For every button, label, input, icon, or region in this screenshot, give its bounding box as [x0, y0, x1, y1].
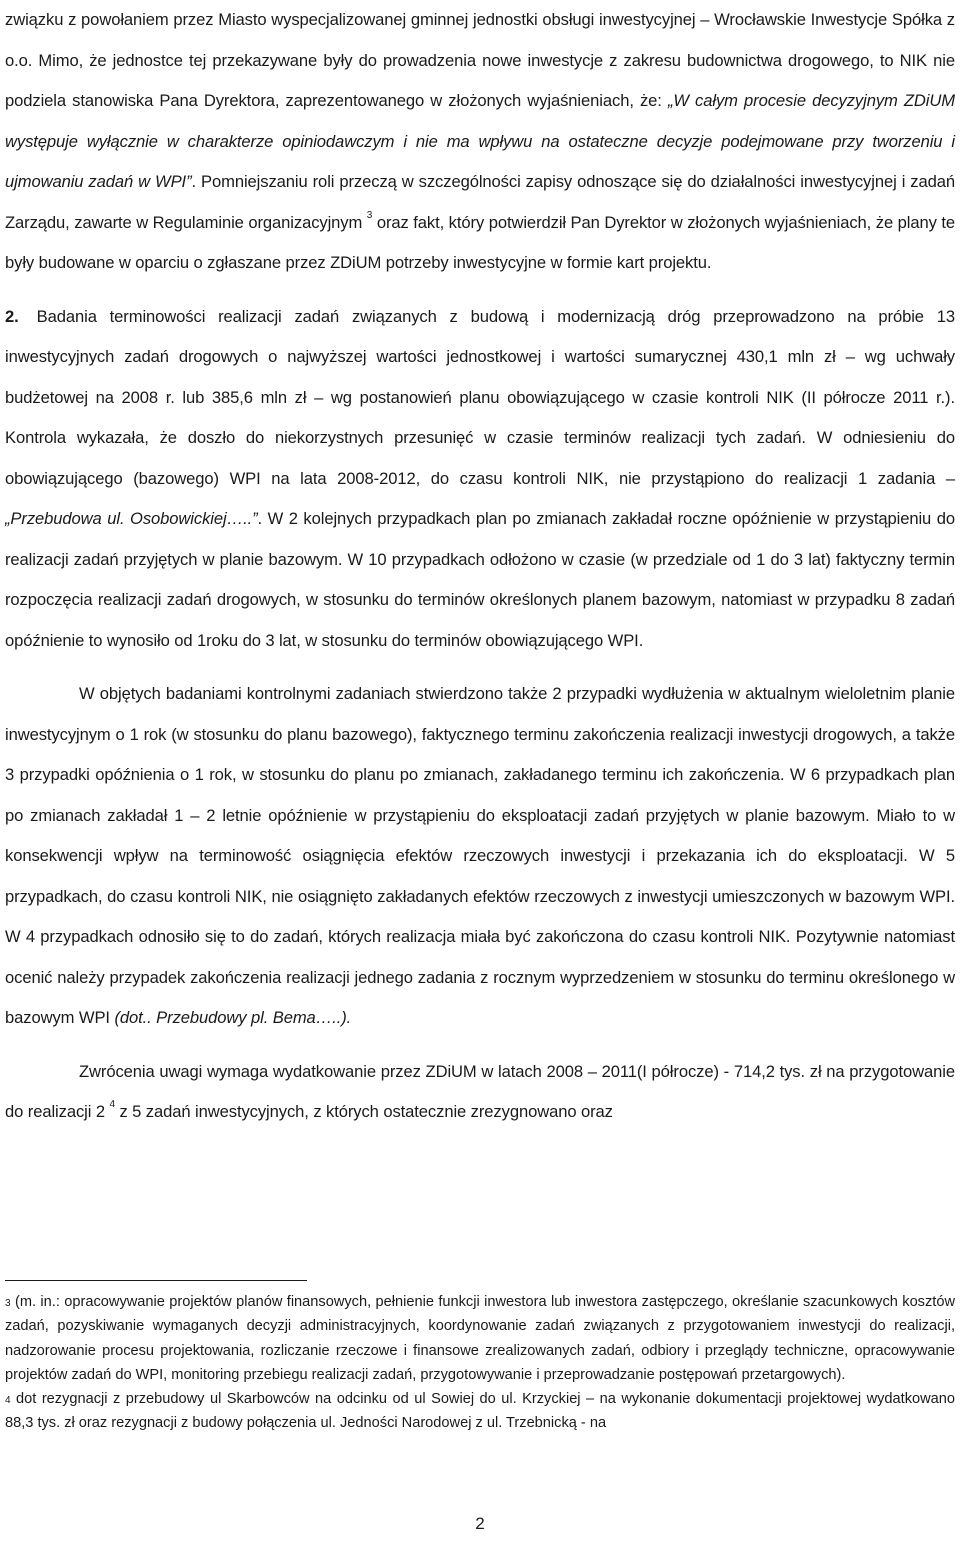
footnote-separator: [5, 1280, 307, 1281]
footnote-ref-3[interactable]: 3: [366, 209, 373, 221]
paragraph-1-text-c: oraz fakt, który potwierdził Pan Dyrektor w złożonych wyjaśnieniach, że plany te były budowane w oparciu o zgłaszane przez ZDiUM potrzeby inwestycyjne w formie kart projektu.: [5, 212, 956, 272]
document-page: [5, 0, 955, 1133]
paragraph-2: [5, 297, 955, 662]
paragraph-3-italic: (dot.. Przebudowy pl. Bema…..).: [114, 1008, 352, 1027]
footnote-ref-4[interactable]: 4: [109, 1099, 115, 1110]
paragraph-1-text-a: związku z powołaniem przez Miasto wyspecjalizowanej gminnej jednostki obsługi inwestycyjnej – Wrocławskie Inwestycje Spółka z o.o. Mimo, że jednostce tej przekazywane były do prowadzenia nowe inwestycje z zakresu budownictwa drogowego, to NIK nie podziela stanowiska Pana Dyrektora, zaprezentowanego w złożonych wyjaśnieniach, że:: [5, 10, 955, 110]
footnote-4-mark: 4: [5, 1395, 11, 1407]
section-number: 2.: [5, 306, 19, 326]
paragraph-1-quote: „W całym procesie decyzyjnym ZDiUM występuje wyłącznie w charakterze opiniodawczym i nie ma wpływu na ostateczne decyzje podejmowane przy tworzeniu i ujmowaniu zadań w WPI”: [5, 91, 955, 191]
footnote-3: [5, 1290, 955, 1387]
footnote-3-mark: 3: [5, 1298, 11, 1309]
paragraph-1: [5, 0, 955, 284]
paragraph-3-text-a: W objętych badaniami kontrolnymi zadaniach stwierdzono także 2 przypadki wydłużenia w aktualnym wieloletnim planie inwestycyjnym o 1 rok (w stosunku do planu bazowego), faktycznego terminu zakończenia realizacji inwestycji drogowych, a także 3 przypadki opóźnienia o 1 rok, w stosunku do planu po zmianach, zakładanego terminu ich zakończenia. W 6 przypadkach plan po zmianach zakładał 1 – 2 letnie opóźnienie w przystąpieniu do eksploatacji zadań przyjętych w planie bazowym. Miało to w konsekwencji wpływ na terminowość osiągnięcia efektów rzeczowych inwestycji i przekazania ich do eksploatacji. W 5 przypadkach, do czasu kontroli NIK, nie osiągnięto zakładanych efektów rzeczowych z inwestycji umieszczonych w bazowym WPI. W 4 przypadkach odnosiło się to do zadań, których realizacja miała być zakończona do czasu kontroli NIK. Pozytywnie natomiast ocenić należy przypadek zakończenia realizacji jednego zadania z rocznym wyprzedzeniem w stosunku do terminu określonego w bazowym WPI: [5, 684, 955, 1027]
footnote-3-text: (m. in.: opracowywanie projektów planów finansowych, pełnienie funkcji inwestora lub inwestora zastępczego, określanie szacunkowych kosztów zadań, pozyskiwanie wymaganych decyzji administracyjnych, koordynowanie zadań związanych z przygotowaniem inwestycji do realizacji, nadzorowanie procesu projektowania, rozliczanie rzeczowe i finansowe zrealizowanych zadań, odbiory i przeglądy techniczne, opracowywanie projektów zadań do WPI, monitoring przebiegu realizacji zadań, przygotowywanie i przeprowadzanie postępowań przetargowych).: [5, 1294, 955, 1383]
paragraph-2-italic: „Przebudowa ul. Osobowickiej…..”: [5, 509, 258, 528]
paragraph-2-text-b: . W 2 kolejnych przypadkach plan po zmianach zakładał roczne opóźnienie w przystąpieniu do realizacji zadań przyjętych w planie bazowym. W 10 przypadkach odłożono w czasie (w przedziale od 1 do 3 lat) faktyczny termin rozpoczęcia realizacji zadań drogowych, w stosunku do terminów określonych planem bazowym, natomiast w przypadku 8 zadań opóźnienie to wynosiło od 1roku do 3 lat, w stosunku do terminów obowiązującego WPI.: [5, 509, 955, 650]
paragraph-4-text-b: z 5 zadań inwestycyjnych, z których ostatecznie zrezygnowano oraz: [114, 1102, 613, 1121]
footnotes: [5, 1290, 955, 1436]
paragraph-1-text-b: . Pomniejszaniu roli przeczą w szczególności zapisy odnoszące się do działalności inwestycyjnej i zadań Zarządu, zawarte w Regulaminie organizacyjnym: [5, 172, 955, 232]
paragraph-4: [5, 1052, 955, 1133]
footnote-4-text: dot rezygnacji z przebudowy ul Skarbowców na odcinku od ul Sowiej do ul. Krzyckiej – na wykonanie dokumentacji projektowej wydatkowano 88,3 tys. zł oraz rezygnacji z budowy połączenia ul. Jedności Narodowej z ul. Trzebnicką - na: [5, 1391, 955, 1432]
footnote-4: [5, 1387, 955, 1436]
paragraph-2-text-a: Badania terminowości realizacji zadań związanych z budową i modernizacją dróg przeprowadzono na próbie 13 inwestycyjnych zadań drogowych o najwyższej wartości jednostkowej i wartości sumarycznej 430,1 mln zł – wg uchwały budżetowej na 2008 r. lub 385,6 mln zł – wg postanowień planu obowiązującego w czasie kontroli NIK (II półrocze 2011 r.). Kontrola wykazała, że doszło do niekorzystnych przesunięć w czasie terminów realizacji tych zadań. W odniesieniu do obowiązującego (bazowego) WPI na lata 2008-2012, do czasu kontroli NIK, nie przystąpiono do realizacji 1 zadania –: [5, 306, 955, 488]
page-number: 2: [475, 1514, 485, 1533]
paragraph-3: [5, 674, 955, 1039]
paragraph-4-text-a: Zwrócenia uwagi wymaga wydatkowanie przez ZDiUM w latach 2008 – 2011(I półrocze) - 714,2 tys. zł na przygotowanie do realizacji 2: [5, 1061, 955, 1121]
